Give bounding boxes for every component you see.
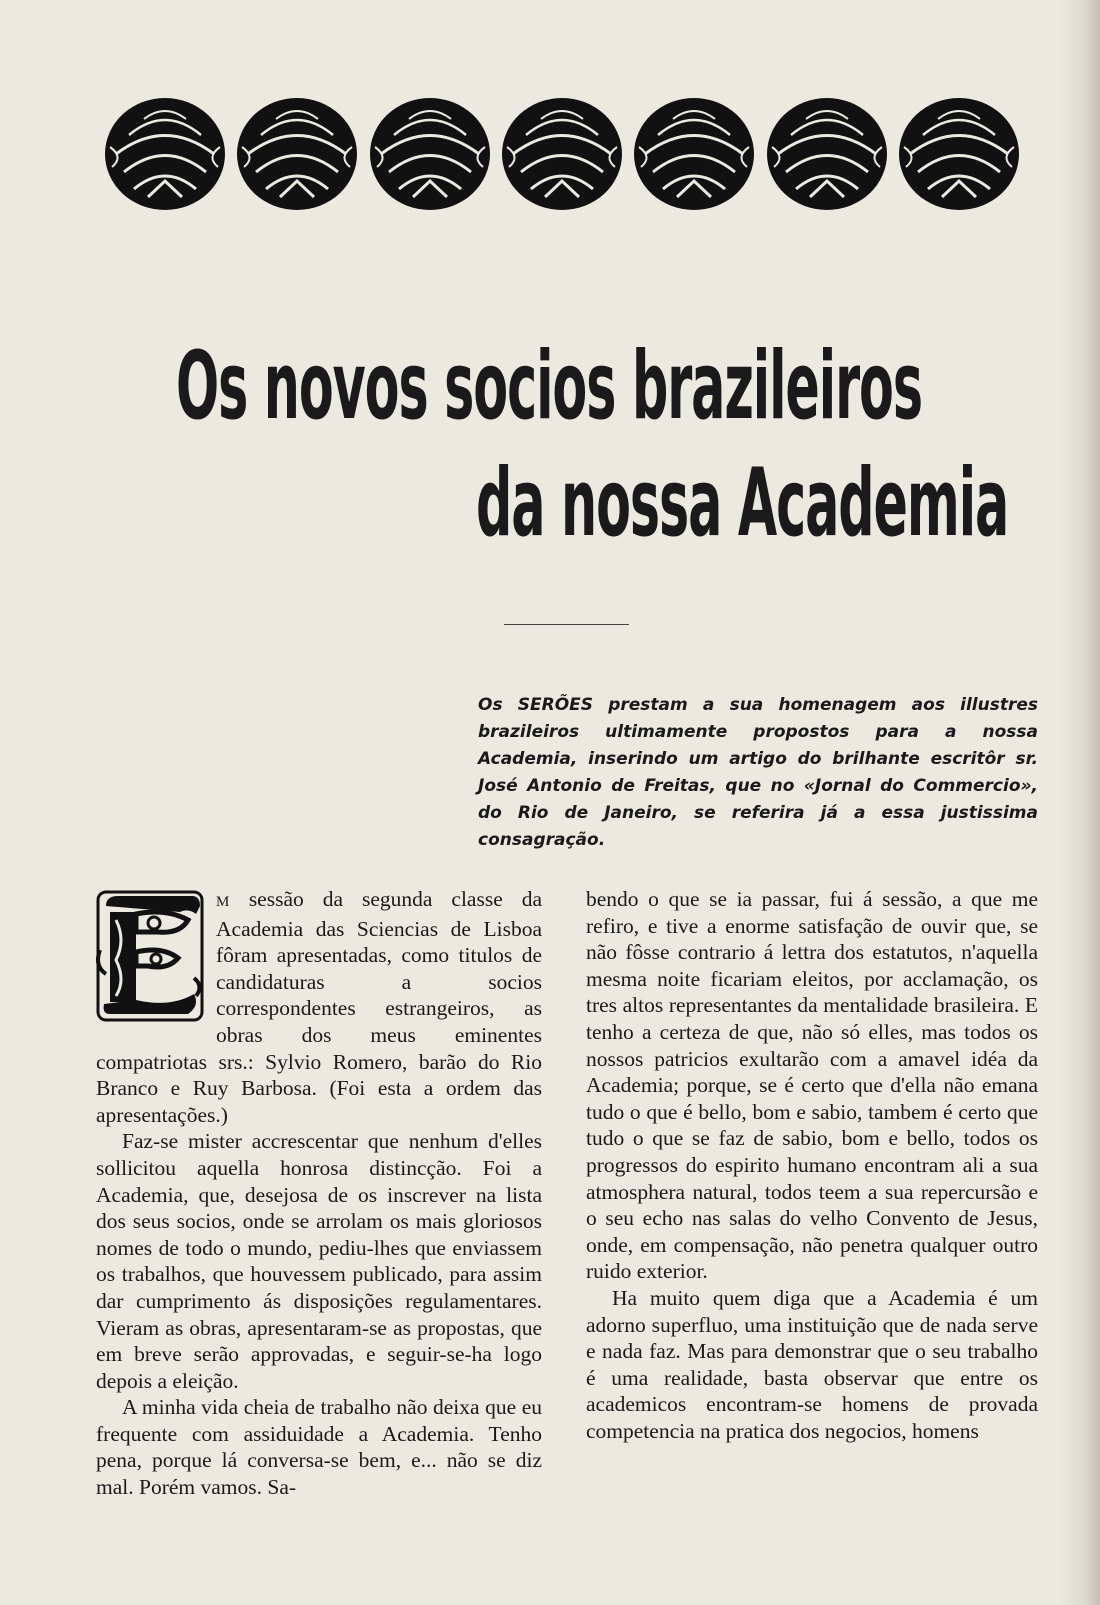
title-divider <box>504 624 629 625</box>
page-title-line-2: da nossa Academia <box>476 449 1009 558</box>
page-title-line-1: Os novos socios brazileiros <box>176 332 922 441</box>
article-paragraph: bendo o que se ia passar, fui á sessão, a que me refiro, e tive a enorme satisfação de ouvir que, se não fôsse contrario á lettra dos estatutos, n'aquella mesma noite ficariam eleitos, por acclamação, os tres altos representantes da mentalidade brasileira. E tenho a certeza de que, não só elles, mas todos os nossos patricios exultarão com a amavel idéa da Academia; porque, se é certo que d'ella não emana tudo o que é bello, bom e sabio, tambem é certo que tudo o que se faz de sabio, bom e bello, todos os progressos do espirito humano encontram ali a sua atmosphera natural, todos teem a sua repercursão e o seu echo nas salas do velho Convento de Jesus, onde, em compensação, não penetra qualquer outro ruido exterior. <box>586 887 1038 1284</box>
peony-rosette-icon <box>898 97 1020 212</box>
page-edge-shadow <box>1060 0 1100 1605</box>
ornate-letter-e-icon <box>96 890 204 1022</box>
peony-rosette-icon <box>501 97 623 212</box>
intro-paragraph: Os SERÕES prestam a sua homenagem aos illustres brazileiros ultimamente propostos para a nossa Academia, inserindo um artigo do brilhante escritôr sr. José Antonio de Freitas, que no «Jornal do Commercio», do Rio de Janeiro, se referira já a essa justissima consagração. <box>478 695 1038 850</box>
peony-rosette-icon <box>766 97 888 212</box>
article-paragraph: Ha muito quem diga que a Academia é um adorno superfluo, uma instituição que de nada serve e nada faz. Mas para demonstrar que o seu trabalho é uma realidade, basta observar que entre os academicos encontram-se homens de provada competencia na pratica dos negocios, homens <box>586 1285 1038 1443</box>
peony-rosette-icon <box>236 97 358 212</box>
paragraph-text: sessão da segunda classe da Academia das Sciencias de Lisboa fôram apresentadas, como titulos de candidaturas a socios correspondentes estrangeiros, as obras dos meus eminentes compatriotas srs.: Sylvio Romero, barão do Rio Branco e Ruy Barbosa. (Foi esta a ordem das apresentações.) <box>96 887 542 1127</box>
peony-rosette-icon <box>104 97 226 212</box>
ornament-band <box>104 97 1020 212</box>
peony-rosette-icon <box>369 97 491 212</box>
article-paragraph: Faz-se mister accrescentar que nenhum d'elles sollicitou aquella honrosa distincção. Foi a Academia, que, desejosa de os inscrever na lista dos seus socios, onde se arrolam os mais gloriosos nomes de todo o mundo, pediu-lhes que enviassem os trabalhos, que houvessem publicado, para assim dar cumprimento ás disposições regulamentares. Vieram as obras, apresentaram-se as propostas, que em breve serão approvadas, e seguir-se-ha logo depois a eleição. <box>96 1129 542 1393</box>
article-column-left <box>96 886 542 1501</box>
peony-rosette-icon <box>633 97 755 212</box>
article-paragraph <box>96 886 542 1128</box>
article-paragraph: A minha vida cheia de trabalho não deixa que eu frequente com assiduidade a Academia. Tenho pena, porque lá conversa-se bem, e... não se diz mal. Porém vamos. Sa- <box>96 1395 542 1500</box>
article-column-right <box>586 886 1038 1444</box>
drop-cap-remainder: M <box>216 894 230 910</box>
